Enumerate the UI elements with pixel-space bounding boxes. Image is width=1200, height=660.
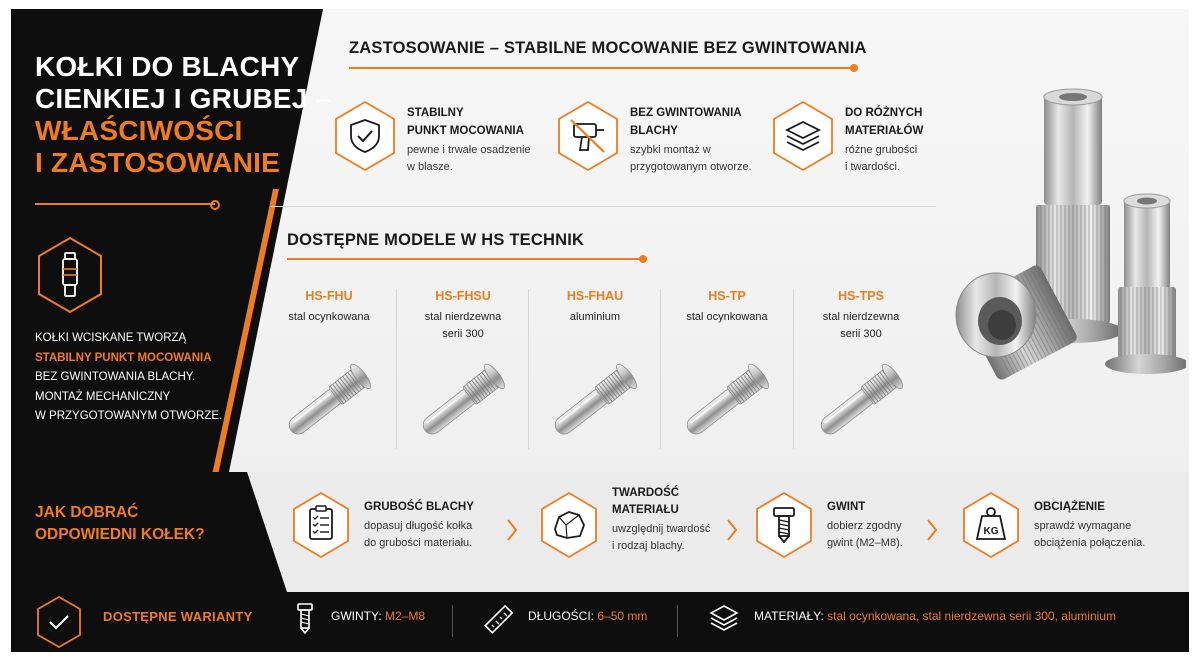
model-material-line: stal ocynkowana: [686, 311, 768, 323]
chevron-right-icon: [925, 517, 939, 548]
step-description-line: i rodzaj blachy.: [612, 539, 685, 552]
ruler-icon: [481, 603, 515, 642]
pin-shape: [282, 361, 374, 442]
step-description-line: dopasuj długość kołka: [364, 520, 473, 532]
feature-stable-mount: [333, 100, 553, 180]
layers-icon: [708, 602, 740, 639]
pin-shape: [680, 361, 772, 442]
feature-description-line: pewne i trwałe osadzenie: [407, 144, 531, 156]
step-heading-line: OBCIĄŻENIE: [1034, 501, 1105, 513]
pin-image: [263, 351, 395, 451]
step-description: [364, 518, 474, 551]
variants-threads: [331, 609, 425, 623]
feature-heading-line: PUNKT MOCOWANIA: [407, 125, 524, 137]
title-divider: [35, 203, 215, 205]
model-material: [263, 309, 395, 326]
feature-heading: [630, 104, 780, 140]
model-name: HS-TPS: [838, 289, 884, 303]
threads-value: M2–M8: [385, 609, 426, 623]
step-description-line: dobierz zgodny: [827, 520, 902, 532]
step-heading-line: GWINT: [827, 501, 866, 513]
application-divider: [349, 67, 854, 69]
step-heading-line: TWARDOŚĆ: [612, 487, 680, 499]
variants-materials: [754, 609, 1116, 623]
selection-title-line: ODPOWIEDNI KOŁEK?: [35, 526, 205, 543]
infographic-card: [11, 9, 1189, 652]
step-heading: [827, 499, 903, 516]
model-hs-tps: [795, 289, 927, 449]
model-material-line: stal nierdzewna: [822, 311, 900, 323]
stone-icon: [539, 491, 599, 564]
model-material-line: serii 300: [840, 328, 882, 340]
thread-bolt-icon: [754, 491, 814, 564]
model-material-line: stal ocynkowana: [288, 311, 370, 323]
pin-image: [397, 351, 529, 451]
step-description-line: do grubości materiału.: [364, 536, 473, 549]
step-description: [1034, 518, 1145, 551]
step-description-line: gwint (M2–M8).: [827, 536, 903, 549]
lengths-value: 6–50 mm: [597, 609, 648, 623]
variants-lengths: [528, 609, 647, 623]
pin-shape: [416, 361, 508, 442]
no-drill-icon: [556, 100, 620, 177]
chevron-right-icon: [505, 517, 519, 548]
model-material-line: aluminium: [569, 311, 621, 323]
feature-heading-line: DO RÓŻNYCH: [845, 107, 923, 119]
step-description-line: sprawdź wymagane: [1034, 520, 1132, 532]
model-name: HS-FHAU: [566, 289, 624, 303]
step-text: [364, 499, 474, 551]
feature-description-line: i twardości.: [845, 161, 901, 173]
intro-line: BEZ GWINTOWANIA BLACHY.: [35, 371, 196, 383]
step-heading: [612, 485, 710, 519]
step-text: [612, 485, 710, 554]
model-hs-fhu: [263, 289, 395, 449]
model-material-line: serii 300: [442, 328, 484, 340]
product-image: [936, 79, 1186, 409]
title-line-accent: WŁAŚCIWOŚCI: [35, 115, 243, 146]
step-text: [827, 499, 903, 551]
model-separator: [793, 289, 794, 449]
feature-heading-line: BLACHY: [630, 125, 678, 137]
pin-shape: [548, 361, 640, 442]
models-divider: [287, 258, 643, 260]
screw-pin-icon: [35, 235, 105, 315]
step-heading-line: MATERIAŁU: [612, 504, 679, 516]
section-divider: [271, 206, 936, 207]
chevron-right-icon: [725, 517, 739, 548]
pin-image: [529, 351, 661, 451]
weight-kg-label: KG: [983, 526, 999, 537]
application-title: ZASTOSOWANIE – STABILNE MOCOWANIE BEZ GWINTOWANIA: [349, 39, 867, 57]
step-material-hardness: [539, 487, 749, 581]
step-description-line: uwzględnij twardość: [612, 523, 711, 535]
shield-check-icon: [333, 100, 397, 177]
models-title: DOSTĘPNE MODELE W HS TECHNIK: [287, 231, 585, 249]
feature-heading-line: STABILNY: [407, 107, 464, 119]
feature-heading-line: MATERIAŁÓW: [845, 125, 924, 137]
step-text: [1034, 499, 1145, 551]
model-name: HS-TP: [708, 289, 746, 303]
selection-title-line: JAK DOBRAĆ: [35, 504, 139, 521]
step-heading-line: GRUBOŚĆ BLACHY: [364, 501, 474, 513]
intro-line-accent: STABILNY PUNKT MOCOWANIA: [35, 351, 212, 364]
selection-title: [35, 502, 205, 546]
feature-description-line: przygotowanym otworze.: [630, 161, 752, 173]
model-material: [661, 309, 793, 326]
step-description: [827, 518, 903, 551]
footer-separator: [677, 605, 678, 637]
intro-line: KOŁKI WCISKANE TWORZĄ: [35, 332, 187, 344]
feature-heading-line: BEZ GWINTOWANIA: [630, 107, 742, 119]
hero-intro: [35, 329, 235, 427]
step-description-line: obciążenia połączenia.: [1034, 536, 1146, 549]
step-sheet-thickness: [291, 491, 511, 581]
feature-no-threading: [556, 100, 776, 180]
step-load: [961, 491, 1181, 581]
feature-heading: [407, 104, 557, 140]
layers-icon: [771, 100, 835, 177]
feature-description: [407, 142, 557, 176]
feature-description-line: w blasze.: [407, 161, 453, 173]
feature-text: [630, 104, 780, 176]
threads-label: GWINTY:: [331, 609, 382, 623]
step-heading: [364, 499, 474, 516]
pin-image: [795, 351, 927, 451]
model-hs-fhsu: [397, 289, 529, 449]
intro-line: W PRZYGOTOWANYM OTWORZE.: [35, 410, 223, 422]
model-material: [397, 309, 529, 343]
checklist-icon: [291, 491, 351, 564]
weight-kg-icon: [961, 491, 1021, 564]
model-hs-tp: [661, 289, 793, 449]
step-thread: [754, 491, 944, 581]
pin-image: [661, 351, 793, 451]
title-line: KOŁKI DO BLACHY: [35, 51, 300, 82]
model-material: [529, 309, 661, 326]
feature-description-line: szybki montaż w: [630, 144, 711, 156]
check-icon: [35, 595, 83, 652]
step-heading: [1034, 499, 1145, 516]
model-material: [795, 309, 927, 343]
page-title: [35, 51, 332, 179]
title-line-accent: I ZASTOSOWANIE: [35, 147, 280, 178]
bolt-icon: [295, 602, 315, 641]
feature-description: [630, 142, 780, 176]
lengths-label: DŁUGOŚCI:: [528, 609, 595, 623]
feature-text: [407, 104, 557, 176]
variants-title: DOSTĘPNE WARIANTY: [103, 609, 253, 624]
model-hs-fhau: [529, 289, 661, 449]
footer-separator: [452, 605, 453, 637]
step-description: [612, 521, 710, 554]
model-name: HS-FHU: [305, 289, 353, 303]
model-material-line: stal nierdzewna: [424, 311, 502, 323]
materials-value: stal ocynkowana, stal nierdzewna serii 300, aluminium: [827, 609, 1116, 623]
materials-label: MATERIAŁY:: [754, 609, 824, 623]
pin-shape: [814, 361, 906, 442]
model-name: HS-FHSU: [435, 289, 491, 303]
feature-description-line: różne grubości: [845, 144, 918, 156]
intro-line: MONTAŻ MECHANICZNY: [35, 390, 171, 403]
title-line: CIENKIEJ I GRUBEJ –: [35, 83, 332, 114]
